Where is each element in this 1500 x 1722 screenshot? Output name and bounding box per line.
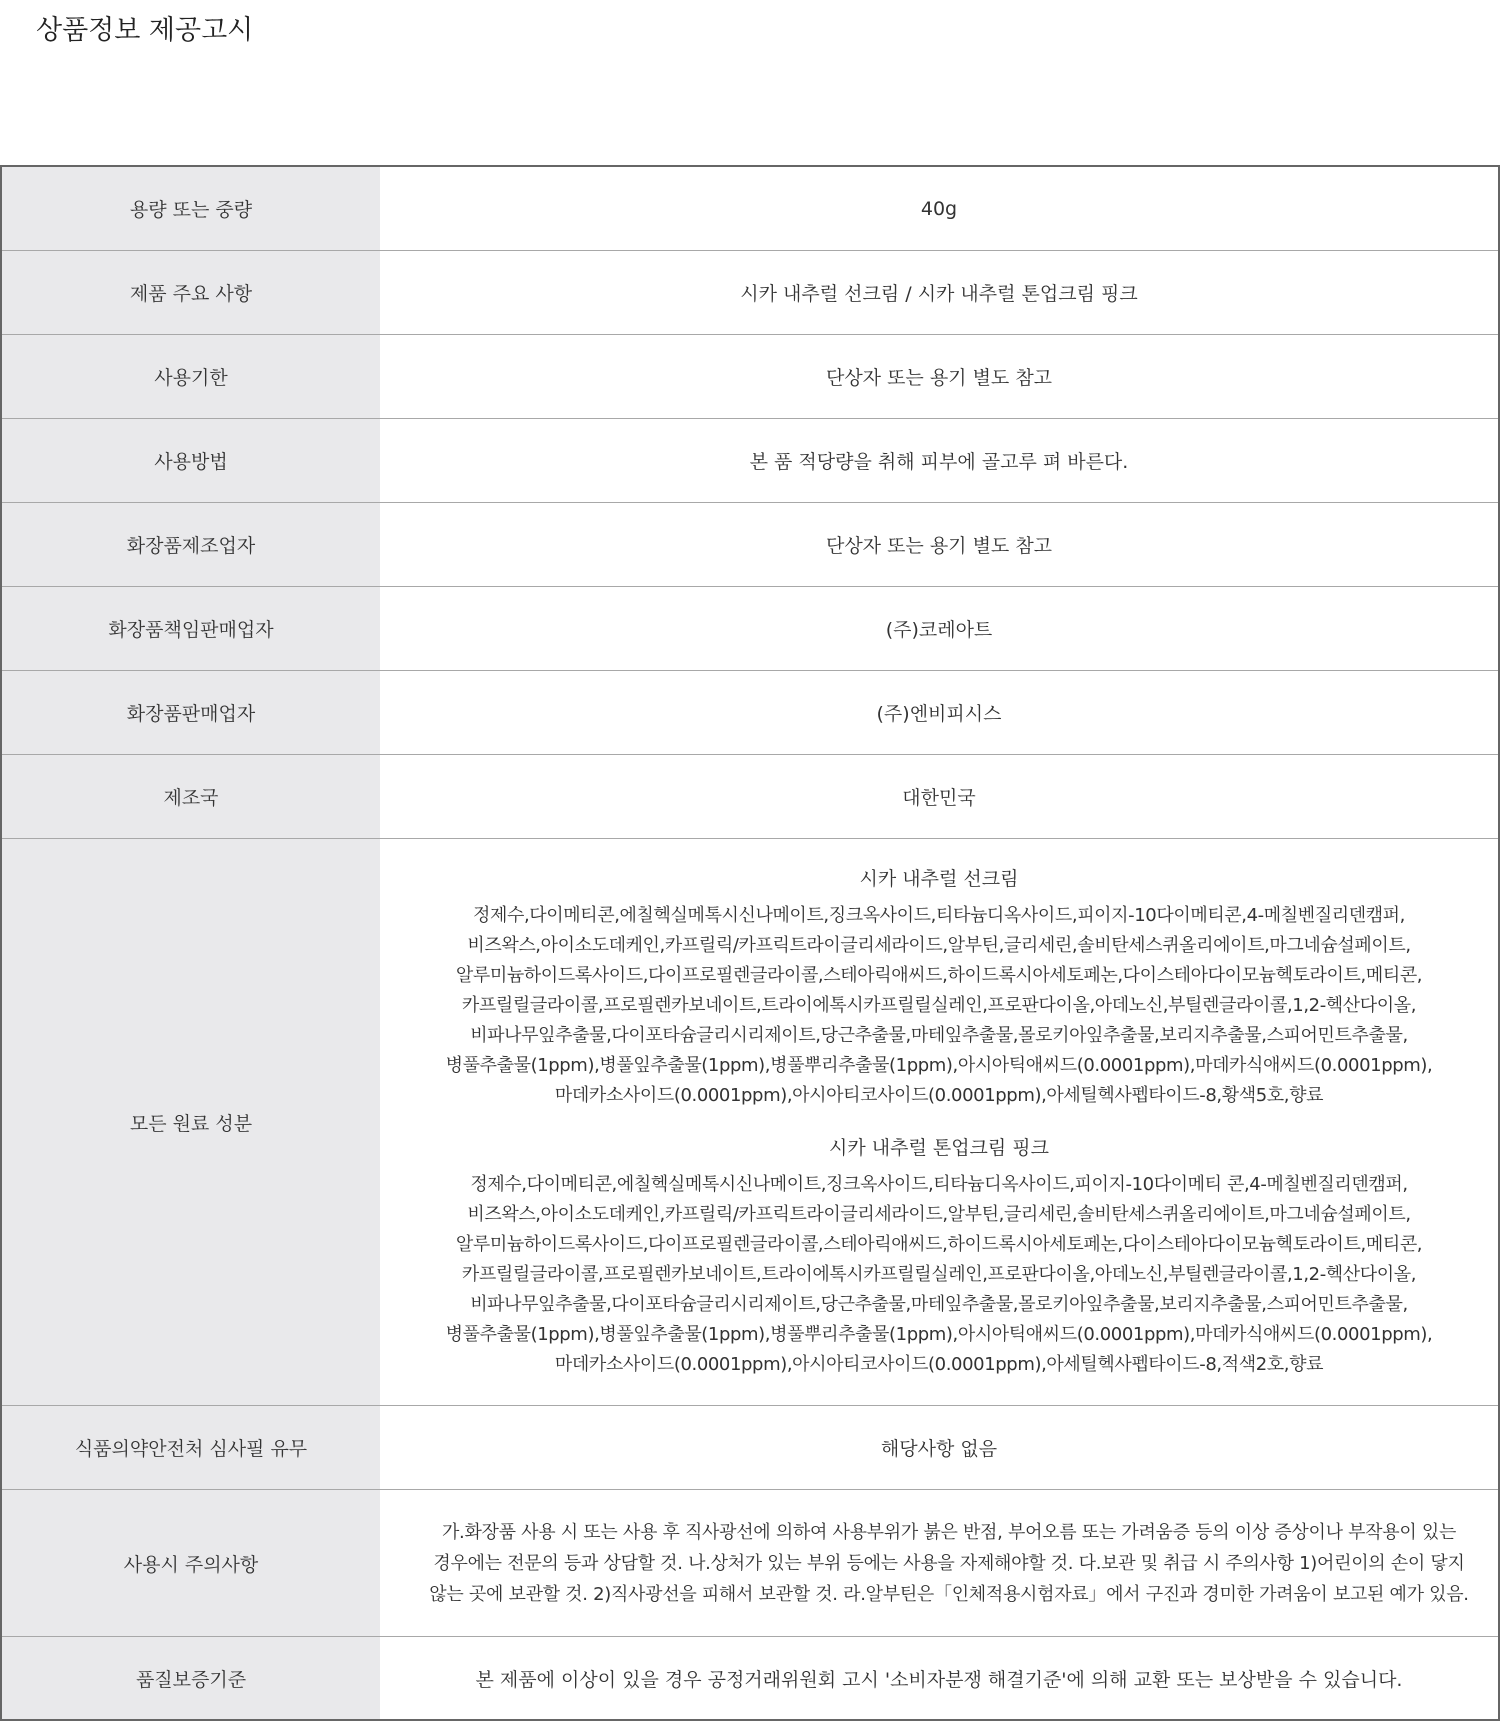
caution-line: 않는 곳에 보관할 것. 2)직사광선을 피해서 보관할 것. 라.알부틴은「인체적용시험자료」에서 구진과 경미한 가려움이 보고된 예가 있음. xyxy=(429,1583,1469,1605)
ingredient-line: 정제수,다이메티콘,에칠헥실메톡시신나메이트,징크옥사이드,티타늄디옥사이드,피이지-10다이메티콘,4-메칠벤질리덴캠퍼, xyxy=(473,905,1405,926)
ingredient-line: 비즈왁스,아이소도데케인,카프릴릭/카프릭트라이글리세라이드,알부틴,글리세린,솔비탄세스퀴올리에이트,마그네슘설페이트, xyxy=(467,935,1411,956)
row-label: 제조국 xyxy=(1,755,380,839)
row-label: 사용방법 xyxy=(1,419,380,503)
ingredients-row xyxy=(1,839,1499,1406)
row-label: 제품 주요 사항 xyxy=(1,251,380,335)
ingredient-line: 마데카소사이드(0.0001ppm),아시아티코사이드(0.0001ppm),아세틸헥사펩타이드-8,황색5호,향료 xyxy=(554,1085,1324,1106)
caution-line: 경우에는 전문의 등과 상담할 것. 나.상처가 있는 부위 등에는 사용을 자제해야할 것. 다.보관 및 취급 시 주의사항 1)어린이의 손이 닿지 xyxy=(433,1552,1465,1574)
row-value: 대한민국 xyxy=(380,755,1499,839)
ingredient-list xyxy=(420,1170,1458,1380)
row-label: 용량 또는 중량 xyxy=(1,166,380,251)
row-value: (주)엔비피시스 xyxy=(380,671,1499,755)
ingredient-line: 비파나무잎추출물,다이포타슘글리시리제이트,당근추출물,마테잎추출물,몰로키아잎추출물,보리지추출물,스피어민트추출물, xyxy=(470,1294,1408,1315)
table-row xyxy=(1,1406,1499,1490)
ingredient-block-toneup xyxy=(380,1133,1498,1380)
table-row xyxy=(1,755,1499,839)
ingredient-line: 알루미늄하이드록사이드,다이프로필렌글라이콜,스테아릭애씨드,하이드록시아세토페논,다이스테아다이모늄헥토라이트,메티콘, xyxy=(455,965,1423,986)
row-label: 품질보증기준 xyxy=(1,1637,380,1721)
ingredient-product-name: 시카 내추럴 선크림 xyxy=(859,868,1019,890)
ingredient-line: 비즈왁스,아이소도데케인,카프릴릭/카프릭트라이글리세라이드,알부틴,글리세린,솔비탄세스퀴올리에이트,마그네슘설페이트, xyxy=(467,1204,1411,1225)
caution-value xyxy=(380,1490,1499,1637)
ingredient-line: 카프릴릴글라이콜,프로필렌카보네이트,트라이에톡시카프릴릴실레인,프로판다이올,아데노신,부틸렌글라이콜,1,2-헥산다이올, xyxy=(461,1264,1417,1285)
table-row xyxy=(1,671,1499,755)
ingredient-line: 카프릴릴글라이콜,프로필렌카보네이트,트라이에톡시카프릴릴실레인,프로판다이올,아데노신,부틸렌글라이콜,1,2-헥산다이올, xyxy=(461,995,1417,1016)
ingredient-list xyxy=(420,901,1458,1111)
row-value: 해당사항 없음 xyxy=(380,1406,1499,1490)
row-value: (주)코레아트 xyxy=(380,587,1499,671)
ingredient-line: 비파나무잎추출물,다이포타슘글리시리제이트,당근추출물,마테잎추출물,몰로키아잎추출물,보리지추출물,스피어민트추출물, xyxy=(470,1025,1408,1046)
table-row xyxy=(1,251,1499,335)
page-title: 상품정보 제공고시 xyxy=(36,15,254,46)
row-value: 단상자 또는 용기 별도 참고 xyxy=(380,503,1499,587)
ingredient-line: 병풀추출물(1ppm),병풀잎추출물(1ppm),병풀뿌리추출물(1ppm),아시아틱애씨드(0.0001ppm),마데카식애씨드(0.0001ppm), xyxy=(445,1055,1433,1076)
caution-label: 사용시 주의사항 xyxy=(1,1490,380,1637)
row-label: 사용기한 xyxy=(1,335,380,419)
table-row xyxy=(1,1637,1499,1721)
row-value: 본 품 적당량을 취해 피부에 골고루 펴 바른다. xyxy=(380,419,1499,503)
row-label: 화장품판매업자 xyxy=(1,671,380,755)
row-value: 40g xyxy=(380,166,1499,251)
ingredient-line: 병풀추출물(1ppm),병풀잎추출물(1ppm),병풀뿌리추출물(1ppm),아시아틱애씨드(0.0001ppm),마데카식애씨드(0.0001ppm), xyxy=(445,1324,1433,1345)
product-info-table xyxy=(0,165,1500,1721)
ingredient-product-name: 시카 내추럴 톤업크림 핑크 xyxy=(828,1137,1049,1159)
caution-row xyxy=(1,1490,1499,1637)
row-label: 화장품책임판매업자 xyxy=(1,587,380,671)
table-row xyxy=(1,335,1499,419)
caution-line: 가.화장품 사용 시 또는 사용 후 직사광선에 의하여 사용부위가 붉은 반점, 부어오름 또는 가려움증 등의 이상 증상이나 부작용이 있는 xyxy=(441,1521,1457,1543)
caution-text xyxy=(380,1517,1498,1610)
ingredients-value xyxy=(380,839,1499,1406)
row-value: 본 제품에 이상이 있을 경우 공정거래위원회 고시 '소비자분쟁 해결기준'에 의해 교환 또는 보상받을 수 있습니다. xyxy=(380,1637,1499,1721)
row-label: 식품의약안전처 심사필 유무 xyxy=(1,1406,380,1490)
ingredient-block-sunscreen xyxy=(380,864,1498,1111)
ingredient-line: 알루미늄하이드록사이드,다이프로필렌글라이콜,스테아릭애씨드,하이드록시아세토페논,다이스테아다이모늄헥토라이트,메티콘, xyxy=(455,1234,1423,1255)
table-row xyxy=(1,166,1499,251)
table-row xyxy=(1,587,1499,671)
table-row xyxy=(1,419,1499,503)
ingredient-line: 정제수,다이메티콘,에칠헥실메톡시신나메이트,징크옥사이드,티타늄디옥사이드,피이지-10다이메티 콘,4-메칠벤질리덴캠퍼, xyxy=(470,1174,1408,1195)
row-value: 단상자 또는 용기 별도 참고 xyxy=(380,335,1499,419)
ingredient-line: 마데카소사이드(0.0001ppm),아시아티코사이드(0.0001ppm),아세틸헥사펩타이드-8,적색2호,향료 xyxy=(554,1354,1324,1375)
row-label: 화장품제조업자 xyxy=(1,503,380,587)
table-row xyxy=(1,503,1499,587)
ingredients-label: 모든 원료 성분 xyxy=(1,839,380,1406)
row-value: 시카 내추럴 선크림 / 시카 내추럴 톤업크림 핑크 xyxy=(380,251,1499,335)
